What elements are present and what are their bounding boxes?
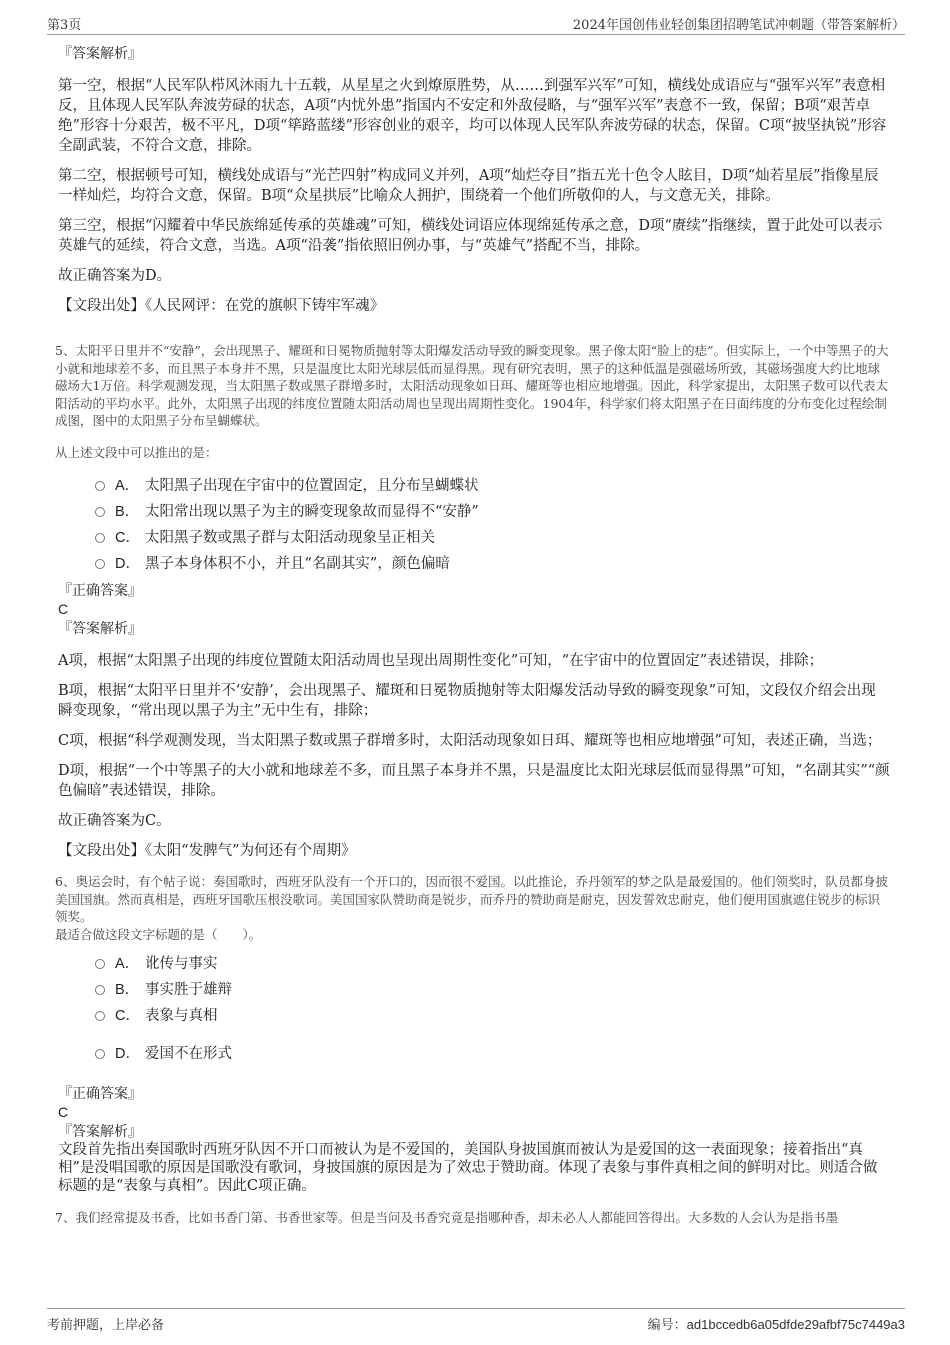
code-value: ad1bccedb6a05dfde29afbf75c7449a3 bbox=[686, 1317, 905, 1332]
analysis-paragraph: C项，根据“科学观测发现，当太阳黑子数或黑子群增多时，太阳活动现象如日珥、耀斑等也相应地增强”可知，表述正确，当选； bbox=[58, 733, 882, 749]
question-6 bbox=[55, 873, 890, 1195]
page-content bbox=[55, 44, 890, 1227]
analysis-paragraph: D项，根据“一个中等黑子的大小就和地球差不多，而且黑子本身并不黑，只是温度比太阳光球层低而显得黑”可知，“名副其实”“颜色偏暗”表述错误，排除。 bbox=[58, 763, 890, 799]
question-7 bbox=[55, 1209, 890, 1227]
answer-mark: 『正确答案』 bbox=[58, 583, 142, 599]
question-4-analysis bbox=[55, 44, 890, 316]
option-letter: B． bbox=[115, 981, 140, 998]
option-d[interactable] bbox=[95, 1039, 890, 1065]
option-letter: B． bbox=[115, 503, 140, 520]
passage-source: 【文段出处】《人民网评：在党的旗帜下铸牢军魂》 bbox=[58, 298, 385, 314]
footer-slogan: 考前押题，上岸必备 bbox=[47, 1318, 165, 1333]
page-number: 第3页 bbox=[47, 18, 82, 33]
radio-icon[interactable] bbox=[95, 985, 105, 995]
option-letter: C． bbox=[115, 529, 140, 546]
analysis-paragraph: 文段首先指出奏国歌时西班牙队因不开口而被认为是不爱国的，美国队身披国旗而被认为是爱国的这一表面现象；接着指出“真相”是没唱国歌的原因是国歌没有歌词，身披国旗的原因是为了效忠于赞助商。体现了表象与事件真相之间的鲜明对比。则适合做标题的是“表象与真相”。因此C项正确。 bbox=[58, 1142, 878, 1194]
analysis-paragraph: A项，根据“太阳黑子出现的纬度位置随太阳活动周也呈现出周期性变化”可知，“在宇宙中的位置固定”表述错误，排除； bbox=[58, 653, 824, 669]
option-letter: D． bbox=[115, 555, 140, 572]
question-prompt: 最适合做这段文字标题的是（ ）。 bbox=[55, 926, 262, 942]
option-text: 事实胜于雄辩 bbox=[145, 981, 232, 998]
correct-answer: C bbox=[58, 601, 69, 617]
option-c[interactable] bbox=[95, 523, 890, 549]
page-footer bbox=[47, 1308, 905, 1333]
option-b[interactable] bbox=[95, 975, 890, 1001]
question-prompt: 从上述文段中可以推出的是： bbox=[55, 444, 218, 460]
code-label: 编号： bbox=[647, 1318, 687, 1333]
radio-icon[interactable] bbox=[95, 1049, 105, 1059]
option-a[interactable] bbox=[95, 471, 890, 497]
radio-icon[interactable] bbox=[95, 1011, 105, 1021]
question-stem: 6、奥运会时，有个帖子说：奏国歌时，西班牙队没有一个开口的，因而很不爱国。以此推论，乔丹领军的梦之队是最爱国的。他们领奖时，队员都身披美国国旗。然而真相是，西班牙国歌压根没歌词。美国国家队赞助商是锐步，而乔丹的赞助商是耐克，因发誓效忠耐克，他们便用国旗遮住锐步的标识领奖。 bbox=[55, 874, 888, 924]
option-b[interactable] bbox=[95, 497, 890, 523]
radio-icon[interactable] bbox=[95, 959, 105, 969]
analysis-paragraph: 第二空，根据顿号可知，横线处成语与“光芒四射”构成同义并列，A项“灿烂夺目”指五光十色令人眩目，D项“灿若星辰”指像星辰一样灿烂，均符合文意，保留。B项“众星拱辰”比喻众人拥护，围绕着一个他们所敬仰的人，与文意无关，排除。 bbox=[58, 168, 879, 204]
option-text: 表象与真相 bbox=[145, 1007, 218, 1024]
correct-answer: C bbox=[58, 1104, 69, 1120]
option-text: 讹传与事实 bbox=[145, 955, 218, 972]
radio-icon[interactable] bbox=[95, 533, 105, 543]
option-list bbox=[95, 471, 890, 575]
analysis-conclusion: 故正确答案为C。 bbox=[58, 813, 171, 829]
option-text: 太阳黑子出现在宇宙中的位置固定，且分布呈蝴蝶状 bbox=[145, 477, 479, 494]
option-letter: D． bbox=[115, 1045, 140, 1062]
analysis-paragraph: 第三空，根据“闪耀着中华民族绵延传承的英雄魂”可知，横线处词语应体现绵延传承之意，D项“赓续”指继续，置于此处可以表示英雄气的延续，符合文意，当选。A项“沿袭”指依照旧例办事，与“英雄气”搭配不当，排除。 bbox=[58, 218, 883, 254]
option-letter: A． bbox=[115, 955, 140, 972]
answer-mark: 『正确答案』 bbox=[58, 1086, 142, 1102]
analysis-mark: 『答案解析』 bbox=[58, 621, 142, 637]
option-letter: A． bbox=[115, 477, 140, 494]
option-letter: C． bbox=[115, 1007, 140, 1024]
analysis-mark: 『答案解析』 bbox=[58, 46, 142, 62]
document-title: 2024年国创伟业轻创集团招聘笔试冲刺题（带答案解析） bbox=[572, 18, 905, 33]
option-text: 太阳黑子数或黑子群与太阳活动现象呈正相关 bbox=[145, 529, 435, 546]
option-c[interactable] bbox=[95, 1001, 890, 1027]
question-stem: 5、太阳平日里并不“安静”，会出现黑子、耀斑和日冕物质抛射等太阳爆发活动导致的瞬变现象。黑子像太阳“脸上的痣”。但实际上，一个中等黑子的大小就和地球差不多，而且黑子本身并不黑，只是温度比太阳光球层低而显得黑。现有研究表明，黑子的这种低温是强磁场所致，其磁场强度大约比地球磁场大1万倍。科学观测发现，当太阳黑子数或黑子群增多时，太阳活动现象如日珥、耀斑等也相应地增强。因此，科学家提出，太阳黑子数可以代表太阳活动的平均水平。此外，太阳黑子出现的纬度位置随太阳活动周也呈现出周期性变化。1904年，科学家们将太阳黑子在日面纬度的分布变化过程绘制成图，图中的太阳黑子分布呈蝴蝶状。 bbox=[55, 343, 889, 428]
analysis-conclusion: 故正确答案为D。 bbox=[58, 268, 172, 284]
option-text: 太阳常出现以黑子为主的瞬变现象故而显得不“安静” bbox=[145, 503, 479, 520]
passage-source: 【文段出处】《太阳“发脾气”为何还有个周期》 bbox=[58, 843, 356, 859]
option-text: 黑子本身体积不小，并且“名副其实”，颜色偏暗 bbox=[145, 555, 450, 572]
option-text: 爱国不在形式 bbox=[145, 1045, 232, 1062]
option-a[interactable] bbox=[95, 949, 890, 975]
analysis-mark: 『答案解析』 bbox=[58, 1124, 142, 1140]
analysis-paragraph: B项，根据“太阳平日里并不‘安静’，会出现黑子、耀斑和日冕物质抛射等太阳爆发活动导致的瞬变现象”可知，文段仅介绍会出现瞬变现象，“常出现以黑子为主”无中生有，排除； bbox=[58, 683, 876, 719]
analysis-paragraph: 第一空，根据“人民军队栉风沐雨九十五载，从星星之火到燎原胜势，从……到强军兴军”可知，横线处成语应与“强军兴军”表意相反，且体现人民军队奔波劳碌的状态，A项“内忧外患”指国内不安定和外敌侵略，与“强军兴军”表意不一致，保留；B项“艰苦卓绝”形容十分艰苦，极不平凡，D项“筚路蓝缕”形容创业的艰辛，均可以体现人民军队奔波劳碌的状态，保留。C项“披坚执锐”形容全副武装，不符合文意，排除。 bbox=[58, 78, 887, 154]
question-5 bbox=[55, 342, 890, 861]
question-stem: 7、我们经常提及书香，比如书香门第、书香世家等。但是当问及书香究竟是指哪种香，却未必人人都能回答得出。大多数的人会认为是指书墨 bbox=[55, 1210, 838, 1225]
radio-icon[interactable] bbox=[95, 559, 105, 569]
page-header bbox=[47, 12, 905, 35]
option-d[interactable] bbox=[95, 549, 890, 575]
radio-icon[interactable] bbox=[95, 507, 105, 517]
document-code bbox=[648, 1314, 905, 1333]
option-list bbox=[95, 949, 890, 1065]
radio-icon[interactable] bbox=[95, 481, 105, 491]
